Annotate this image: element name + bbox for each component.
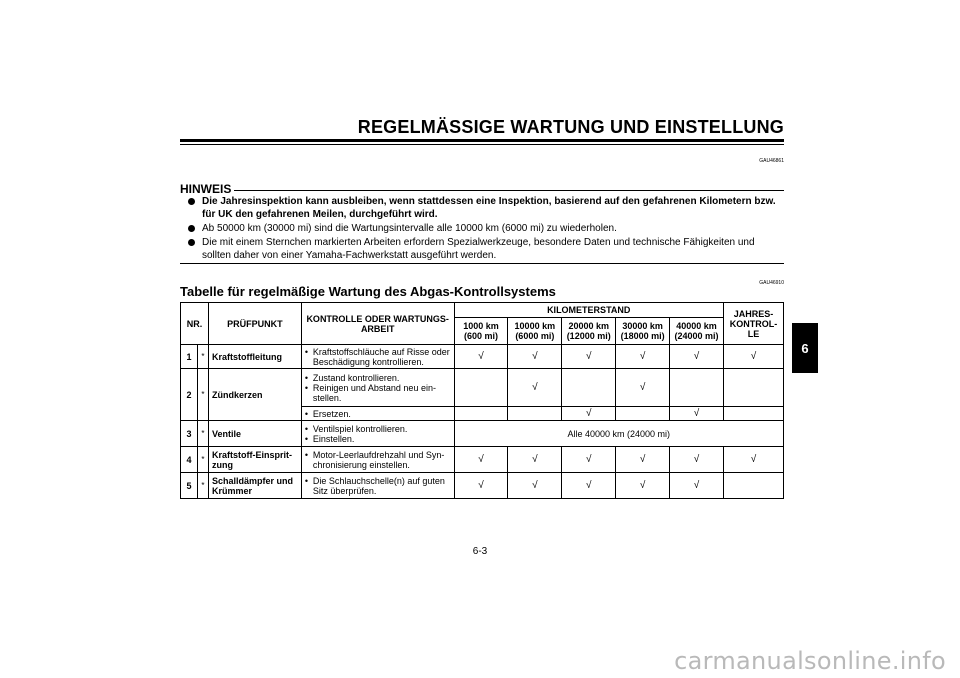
check-cell: √: [508, 447, 562, 473]
check-cell: √: [616, 473, 670, 499]
header-interval: 30000 km (18000 mi): [616, 318, 670, 345]
watermark: carmanualsonline.info: [674, 647, 946, 675]
check-cell: √: [508, 473, 562, 499]
chapter-tab[interactable]: 6: [792, 323, 818, 373]
row-star: *: [197, 473, 208, 499]
check-cell: √: [723, 345, 783, 369]
row-point: Ventile: [208, 421, 301, 447]
maintenance-table: [180, 302, 784, 499]
bullet-icon: [188, 239, 195, 246]
note-list: [186, 195, 784, 263]
note-item: [186, 222, 784, 235]
task-item: • Die Schlauchschelle(n) auf guten Sitz überprüfen.: [305, 476, 451, 496]
section-title: Tabelle für regelmäßige Wartung des Abgas-Kontrollsystems: [180, 284, 556, 299]
check-cell: [508, 407, 562, 421]
row-star: *: [197, 421, 208, 447]
row-number: 3: [181, 421, 198, 447]
header-point: PRÜFPUNKT: [208, 303, 301, 345]
check-cell: √: [670, 473, 724, 499]
row-star: *: [197, 345, 208, 369]
row-task: [301, 407, 454, 421]
note-item: [186, 195, 784, 221]
row-point: Schalldämpfer und Krümmer: [208, 473, 301, 499]
row-number: 2: [181, 369, 198, 421]
note-end-rule: [180, 263, 784, 264]
check-cell: √: [454, 345, 508, 369]
table-row: [181, 473, 784, 499]
title-rule-thin: [180, 144, 784, 145]
check-cell: √: [616, 345, 670, 369]
check-cell: √: [616, 447, 670, 473]
check-cell: [454, 369, 508, 407]
row-point: Zündkerzen: [208, 369, 301, 421]
note-item-text: Die Jahresinspektion kann ausbleiben, wenn stattdessen eine Inspektion, basierend auf den gefahrenen Kilometern bzw. für UK den gefahrenen Meilen, durchgeführt wird.: [202, 196, 776, 220]
row-point: Kraftstoff-Einsprit-zung: [208, 447, 301, 473]
title-rule: [180, 139, 784, 142]
note-heading-rule: [180, 190, 784, 191]
task-item: • Motor-Leerlaufdrehzahl und Syn-chronisierung einstellen.: [305, 450, 451, 470]
row-task: [301, 421, 454, 447]
table-row: [181, 447, 784, 473]
check-cell: √: [508, 345, 562, 369]
check-cell: √: [670, 345, 724, 369]
check-cell: √: [723, 447, 783, 473]
row-star: *: [197, 447, 208, 473]
header-interval: 10000 km (6000 mi): [508, 318, 562, 345]
task-item: • Reinigen und Abstand neu ein-stellen.: [305, 383, 451, 403]
check-cell: [562, 369, 616, 407]
row-task: [301, 447, 454, 473]
note-item-text: Ab 50000 km (30000 mi) sind die Wartungsintervalle alle 10000 km (6000 mi) zu wiederholen.: [202, 223, 617, 234]
task-item: • Ersetzen.: [305, 409, 451, 419]
header-odometer: KILOMETERSTAND: [454, 303, 723, 318]
check-cell: [616, 407, 670, 421]
note-item: [186, 236, 784, 262]
check-cell: [723, 369, 783, 407]
row-star: *: [197, 369, 208, 421]
check-cell: √: [508, 369, 562, 407]
row-number: 4: [181, 447, 198, 473]
note-item-text: Die mit einem Sternchen markierten Arbeiten erfordern Spezialwerkzeuge, besondere Daten und technische Fähigkeiten und sollten daher von einer Yamaha-Fachwerkstatt ausgeführt werden.: [202, 237, 755, 261]
row-number: 5: [181, 473, 198, 499]
check-cell: √: [454, 447, 508, 473]
task-item: • Einstellen.: [305, 434, 451, 444]
row-number: 1: [181, 345, 198, 369]
header-annual: JAHRES-KONTROL-LE: [723, 303, 783, 345]
check-cell: √: [670, 407, 724, 421]
task-item: • Ventilspiel kontrollieren.: [305, 424, 451, 434]
interval-text: Alle 40000 km (24000 mi): [454, 421, 783, 447]
header-interval: 40000 km (24000 mi): [670, 318, 724, 345]
bullet-icon: [188, 225, 195, 232]
check-cell: √: [616, 369, 670, 407]
header-nr: NR.: [181, 303, 209, 345]
check-cell: [670, 369, 724, 407]
page-number: 6-3: [472, 546, 488, 557]
header-task: KONTROLLE ODER WARTUNGS-ARBEIT: [301, 303, 454, 345]
row-task: [301, 345, 454, 369]
task-item: • Kraftstoffschläuche auf Risse oder Beschädigung kontrollieren.: [305, 347, 451, 367]
note-heading-label: HINWEIS: [180, 182, 234, 196]
table-row: [181, 345, 784, 369]
task-item: • Zustand kontrollieren.: [305, 373, 451, 383]
bullet-icon: [188, 198, 195, 205]
table-row: [181, 421, 784, 447]
header-interval: 20000 km (12000 mi): [562, 318, 616, 345]
reference-code: GAU46861: [759, 158, 784, 164]
check-cell: [723, 473, 783, 499]
table-header-row: [181, 303, 784, 318]
reference-code: GAU46910: [759, 280, 784, 286]
check-cell: √: [562, 473, 616, 499]
check-cell: [454, 407, 508, 421]
note-heading: [180, 180, 784, 194]
row-task: [301, 369, 454, 407]
check-cell: √: [454, 473, 508, 499]
check-cell: √: [562, 345, 616, 369]
row-task: [301, 473, 454, 499]
check-cell: √: [562, 447, 616, 473]
page-title: REGELMÄSSIGE WARTUNG UND EINSTELLUNG: [357, 117, 784, 137]
row-point: Kraftstoffleitung: [208, 345, 301, 369]
table-row: [181, 369, 784, 407]
check-cell: [723, 407, 783, 421]
check-cell: √: [670, 447, 724, 473]
check-cell: √: [562, 407, 616, 421]
header-interval: 1000 km (600 mi): [454, 318, 508, 345]
